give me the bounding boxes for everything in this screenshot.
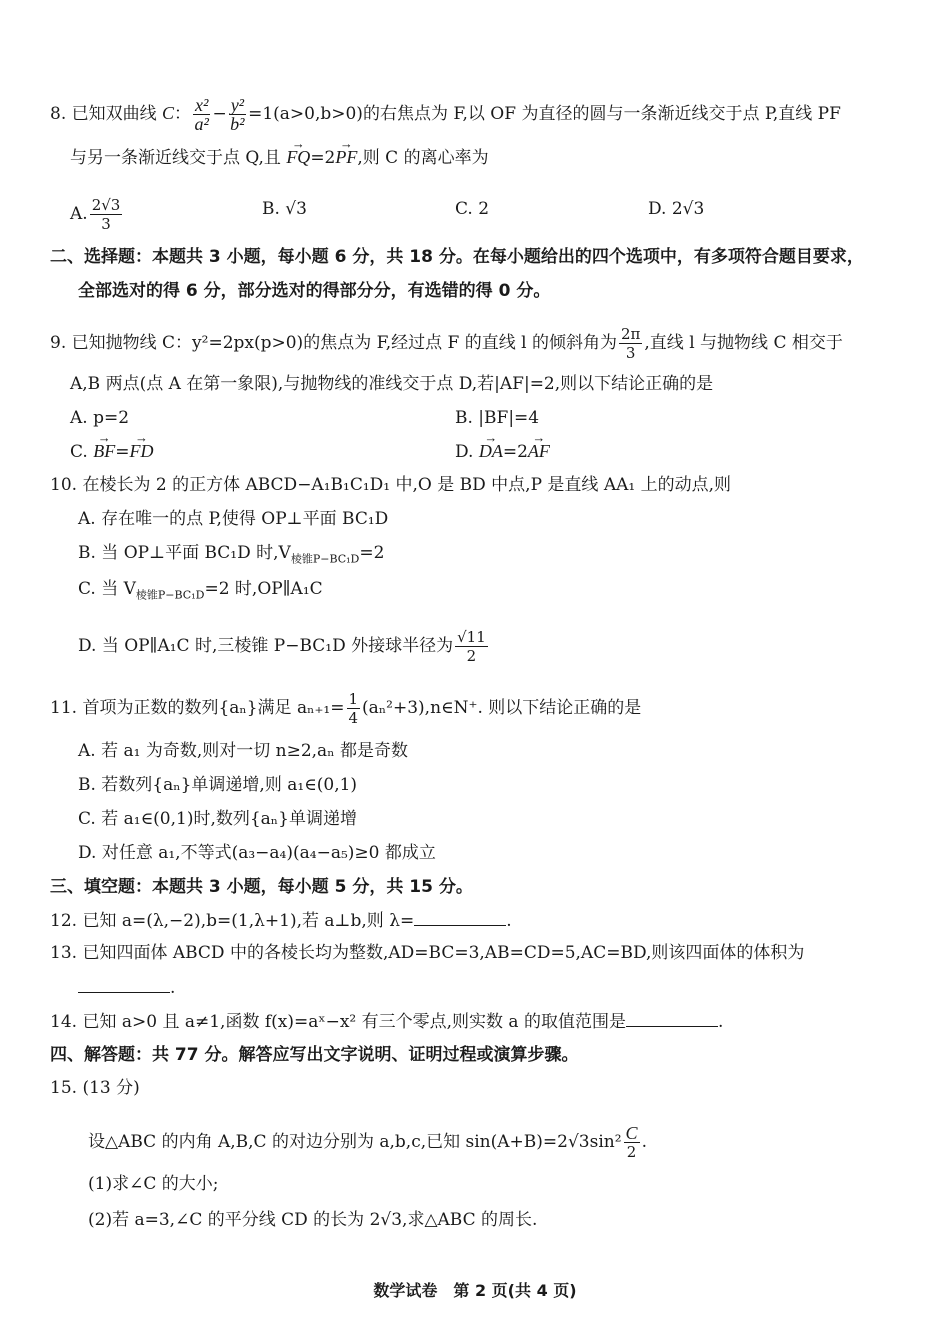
- question-9-stem-line1: [50, 325, 843, 362]
- numerator: √11: [457, 628, 486, 646]
- question-10-stem: 10. 在棱长为 2 的正方体 ABCD−A₁B₁C₁D₁ 中,O 是 BD 中点,P 是直线 AA₁ 上的动点,则: [50, 475, 732, 495]
- subscript: 棱锥P−BC₁D: [290, 552, 360, 566]
- text: 与另一条渐近线交于点 Q,且: [70, 148, 287, 168]
- text: 11. 首项为正数的数列{aₙ}满足 aₙ₊₁=: [50, 698, 345, 718]
- numerator: 2√3: [91, 196, 121, 214]
- text: C: [162, 103, 175, 123]
- fraction: [193, 96, 210, 133]
- fraction: [619, 325, 642, 362]
- vector: → PF: [335, 146, 357, 168]
- denominator: a²: [194, 114, 209, 134]
- question-14: [50, 1011, 723, 1033]
- question-11-option-d: D. 对任意 a₁,不等式(a₃−a₄)(a₄−a₅)≥0 都成立: [78, 843, 436, 863]
- text: .: [170, 978, 176, 998]
- text: 设△ABC 的内角 A,B,C 的对边分别为 a,b,c,已知 sin(A+B)=2√3sin²: [88, 1132, 622, 1152]
- vector: → BF: [93, 440, 115, 462]
- question-15-part-1: (1)求∠C 的大小;: [88, 1174, 219, 1194]
- fraction: [229, 96, 246, 133]
- text: =2 时,OP∥A₁C: [204, 579, 323, 599]
- text: 12. 已知 a=(λ,−2),b=(1,λ+1),若 a⊥b,则 λ=: [50, 911, 415, 931]
- text: .: [641, 1132, 647, 1152]
- text: =2: [502, 442, 528, 462]
- question-15-body: [88, 1124, 647, 1161]
- text: B. 当 OP⊥平面 BC₁D 时,V: [78, 543, 291, 563]
- text: (aₙ²+3),n∈N⁺. 则以下结论正确的是: [362, 698, 642, 718]
- denominator: b²: [230, 114, 245, 134]
- section-4-heading: 四、解答题：共 77 分。解答应写出文字说明、证明过程或演算步骤。: [50, 1045, 579, 1065]
- text: =1(a>0,b>0)的右焦点为 F,以 OF 为直径的圆与一条渐近线交于点 P,直线 PF: [248, 104, 841, 124]
- denominator: 2: [626, 1143, 637, 1161]
- denominator: 4: [348, 709, 359, 727]
- question-10-option-a: A. 存在唯一的点 P,使得 OP⊥平面 BC₁D: [78, 509, 389, 529]
- question-9-option-c: [70, 440, 153, 463]
- question-12: [50, 910, 512, 932]
- text: .: [717, 1012, 724, 1032]
- question-8-stem-line2: [70, 146, 489, 169]
- text: =2: [359, 543, 385, 563]
- denominator: 3: [625, 344, 636, 362]
- text: ,直线 l 与抛物线 C 相交于: [644, 333, 843, 353]
- numerator: 2π: [621, 325, 641, 343]
- answer-blank: [414, 911, 506, 926]
- vector: → AF: [528, 440, 550, 462]
- question-11-stem: [50, 690, 641, 727]
- section-2-heading: 二、选择题：本题共 3 小题，每小题 6 分，共 18 分。在每小题给出的四个选项中，有多项符合题目要求，: [50, 247, 864, 267]
- text: 14. 已知 a>0 且 a≠1,函数 f(x)=aˣ−x² 有三个零点,则实数 a 的取值范围是: [50, 1012, 626, 1032]
- question-11-option-c: C. 若 a₁∈(0,1)时,数列{aₙ}单调递增: [78, 809, 357, 829]
- numerator: 1: [348, 690, 359, 708]
- vector: → FD: [129, 440, 153, 462]
- question-8-stem-line1: [50, 96, 841, 133]
- question-15-part-2: (2)若 a=3,∠C 的平分线 CD 的长为 2√3,求△ABC 的周长.: [88, 1210, 538, 1230]
- question-15-heading: 15. (13 分): [50, 1078, 140, 1098]
- question-9-option-b: B. |BF|=4: [455, 408, 540, 428]
- section-2-heading-line2: 全部选对的得 6 分，部分选对的得部分分，有选错的得 0 分。: [78, 281, 551, 301]
- fraction: [624, 1124, 640, 1161]
- denominator: 3: [101, 215, 111, 233]
- question-8-option-c: C. 2: [455, 199, 490, 219]
- page-footer: 数学试卷 第 2 页(共 4 页): [373, 1281, 577, 1300]
- text: ：: [174, 104, 192, 124]
- text: 9. 已知抛物线 C：y²=2px(p>0)的焦点为 F,经过点 F 的直线 l 的倾斜角为: [50, 333, 617, 353]
- answer-blank: [626, 1012, 718, 1027]
- question-9-stem-line2: A,B 两点(点 A 在第一象限),与抛物线的准线交于点 D,若|AF|=2,则以下结论正确的是: [70, 374, 714, 394]
- denominator: 2: [466, 647, 477, 665]
- text: A.: [70, 204, 88, 224]
- question-8-option-b: B. √3: [262, 199, 307, 219]
- section-3-heading: 三、填空题：本题共 3 小题，每小题 5 分，共 15 分。: [50, 877, 473, 897]
- numerator: C: [625, 1123, 638, 1143]
- text: 8. 已知双曲线: [50, 104, 163, 124]
- question-10-option-c: [78, 578, 323, 606]
- question-8-option-d: D. 2√3: [648, 199, 705, 219]
- vector: → FQ: [286, 146, 310, 168]
- question-13: 13. 已知四面体 ABCD 中的各棱长均为整数,AD=BC=3,AB=CD=5,AC=BD,则该四面体的体积为: [50, 943, 805, 963]
- question-10-option-d: [78, 628, 490, 665]
- text: −: [212, 104, 227, 124]
- question-8-option-a: [70, 196, 124, 233]
- text: C. 当 V: [78, 579, 136, 599]
- fraction: [347, 690, 361, 727]
- question-13-blank-line: [78, 977, 175, 999]
- vector: → DA: [479, 440, 503, 462]
- fraction: [455, 628, 488, 665]
- fraction: [90, 196, 123, 233]
- question-11-option-a: A. 若 a₁ 为奇数,则对一切 n≥2,aₙ 都是奇数: [78, 741, 408, 761]
- question-9-option-d: [455, 440, 550, 463]
- text: =: [115, 442, 130, 462]
- text: .: [506, 911, 512, 931]
- text: ,则 C 的离心率为: [357, 148, 489, 168]
- text: D. 当 OP∥A₁C 时,三棱锥 P−BC₁D 外接球半径为: [78, 636, 454, 656]
- text: D.: [455, 442, 479, 462]
- subscript: 棱锥P−BC₁D: [135, 588, 205, 602]
- answer-blank: [78, 978, 170, 993]
- numerator: y²: [230, 95, 245, 115]
- text: =2: [310, 148, 336, 168]
- question-11-option-b: B. 若数列{aₙ}单调递增,则 a₁∈(0,1): [78, 775, 358, 795]
- question-10-option-b: [78, 542, 384, 570]
- question-9-option-a: A. p=2: [70, 408, 130, 428]
- text: C.: [70, 442, 94, 462]
- numerator: x²: [195, 95, 209, 115]
